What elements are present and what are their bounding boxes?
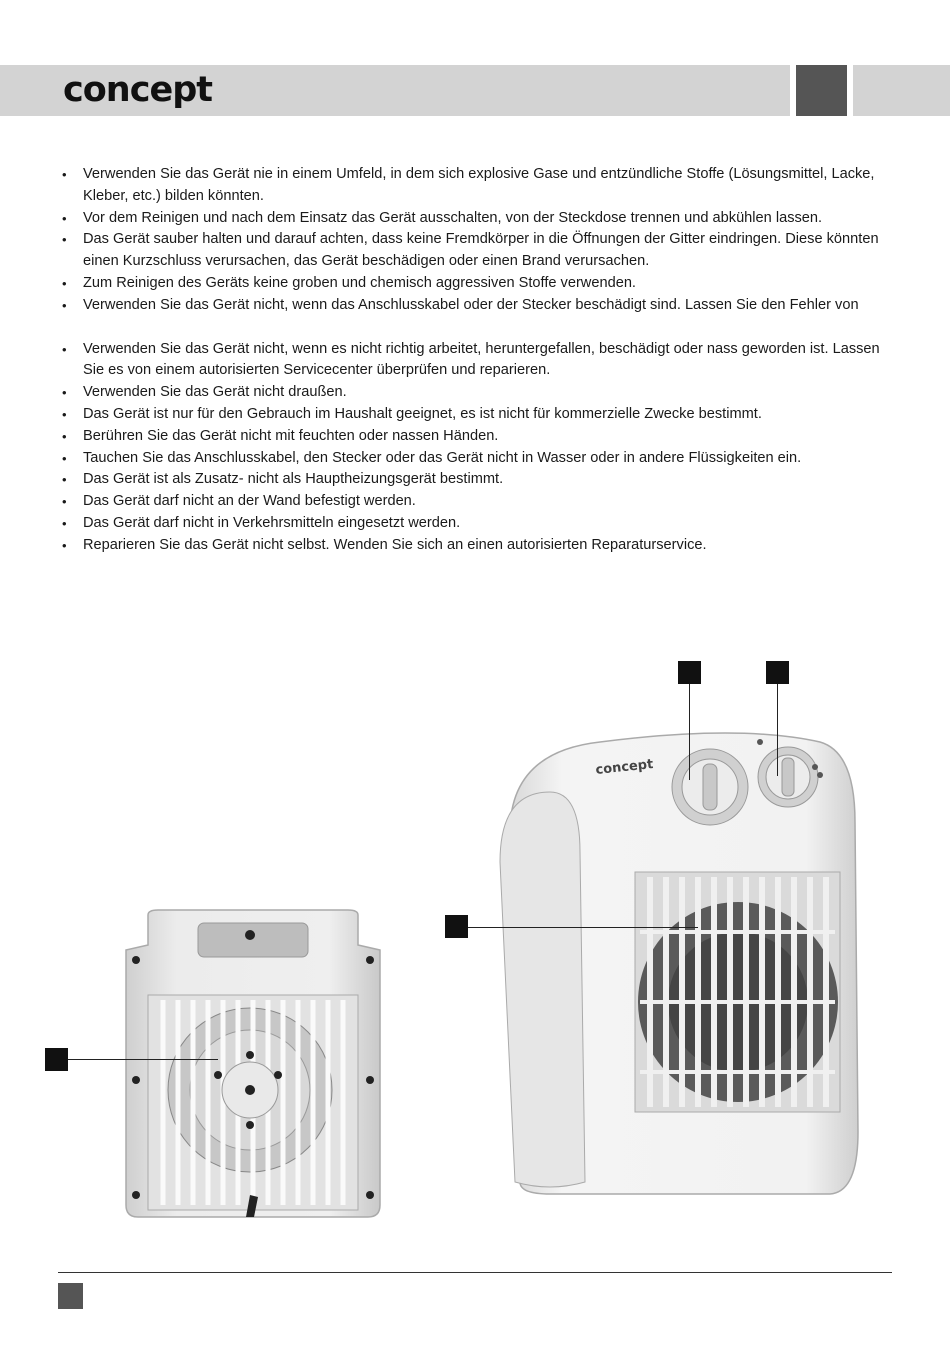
list-item: • Das Gerät darf nicht an der Wand befestigt werden. bbox=[60, 491, 888, 513]
list-item: • Tauchen Sie das Anschlusskabel, den Stecker oder das Gerät nicht in Wasser oder in andere Flüssigkeiten ein. bbox=[60, 448, 888, 470]
header-divider bbox=[847, 65, 853, 116]
list-item: • Reparieren Sie das Gerät nicht selbst. Wenden Sie sich an einen autorisierten Reparaturservice. bbox=[60, 535, 888, 557]
list-item: • Zum Reinigen des Geräts keine groben und chemisch aggressiven Stoffe verwenden. bbox=[60, 273, 888, 295]
section-tab bbox=[796, 65, 847, 116]
footer-rule bbox=[58, 1272, 892, 1273]
device-logo: concept bbox=[594, 757, 655, 778]
safety-instructions-list bbox=[60, 164, 888, 557]
heater-back-view bbox=[118, 905, 388, 1225]
callout-line bbox=[777, 684, 778, 776]
callout-marker bbox=[678, 661, 701, 684]
list-gap bbox=[60, 317, 888, 339]
callout-marker bbox=[45, 1048, 68, 1071]
list-item: • Verwenden Sie das Gerät nicht, wenn es nicht richtig arbeitet, heruntergefallen, beschädigt oder nass geworden ist. Lassen Sie es von einem autorisierten Servicecenter überprüfen und reparieren. bbox=[60, 339, 888, 383]
list-item: • Verwenden Sie das Gerät nicht, wenn das Anschlusskabel oder der Stecker beschädigt sind. Lassen Sie den Fehler von bbox=[60, 295, 888, 317]
list-item: • Das Gerät ist als Zusatz- nicht als Hauptheizungsgerät bestimmt. bbox=[60, 469, 888, 491]
list-item: • Verwenden Sie das Gerät nicht draußen. bbox=[60, 382, 888, 404]
brand-logo: concept bbox=[63, 70, 212, 110]
list-item: • Das Gerät ist nur für den Gebrauch im Haushalt geeignet, es ist nicht für kommerzielle Zwecke bestimmt. bbox=[60, 404, 888, 426]
callout-marker bbox=[766, 661, 789, 684]
callout-line bbox=[468, 927, 698, 928]
page-number-box bbox=[58, 1283, 83, 1309]
list-item: • Das Gerät sauber halten und darauf achten, dass keine Fremdkörper in die Öffnungen der Gitter eindringen. Diese könnten einen Kurzschluss verursachen, das Gerät beschädigen oder einen Brand verursachen. bbox=[60, 229, 888, 273]
callout-line bbox=[689, 684, 690, 780]
list-item: • Verwenden Sie das Gerät nie in einem Umfeld, in dem sich explosive Gase und entzündliche Stoffe (Lösungsmittel, Lacke, Kleber, etc.) bilden könnten. bbox=[60, 164, 888, 208]
list-item: • Vor dem Reinigen und nach dem Einsatz das Gerät ausschalten, von der Steckdose trennen und abkühlen lassen. bbox=[60, 208, 888, 230]
heater-front-view bbox=[490, 712, 865, 1202]
list-item: • Berühren Sie das Gerät nicht mit feuchten oder nassen Händen. bbox=[60, 426, 888, 448]
callout-marker bbox=[445, 915, 468, 938]
callout-line bbox=[68, 1059, 218, 1060]
list-item: • Das Gerät darf nicht in Verkehrsmitteln eingesetzt werden. bbox=[60, 513, 888, 535]
